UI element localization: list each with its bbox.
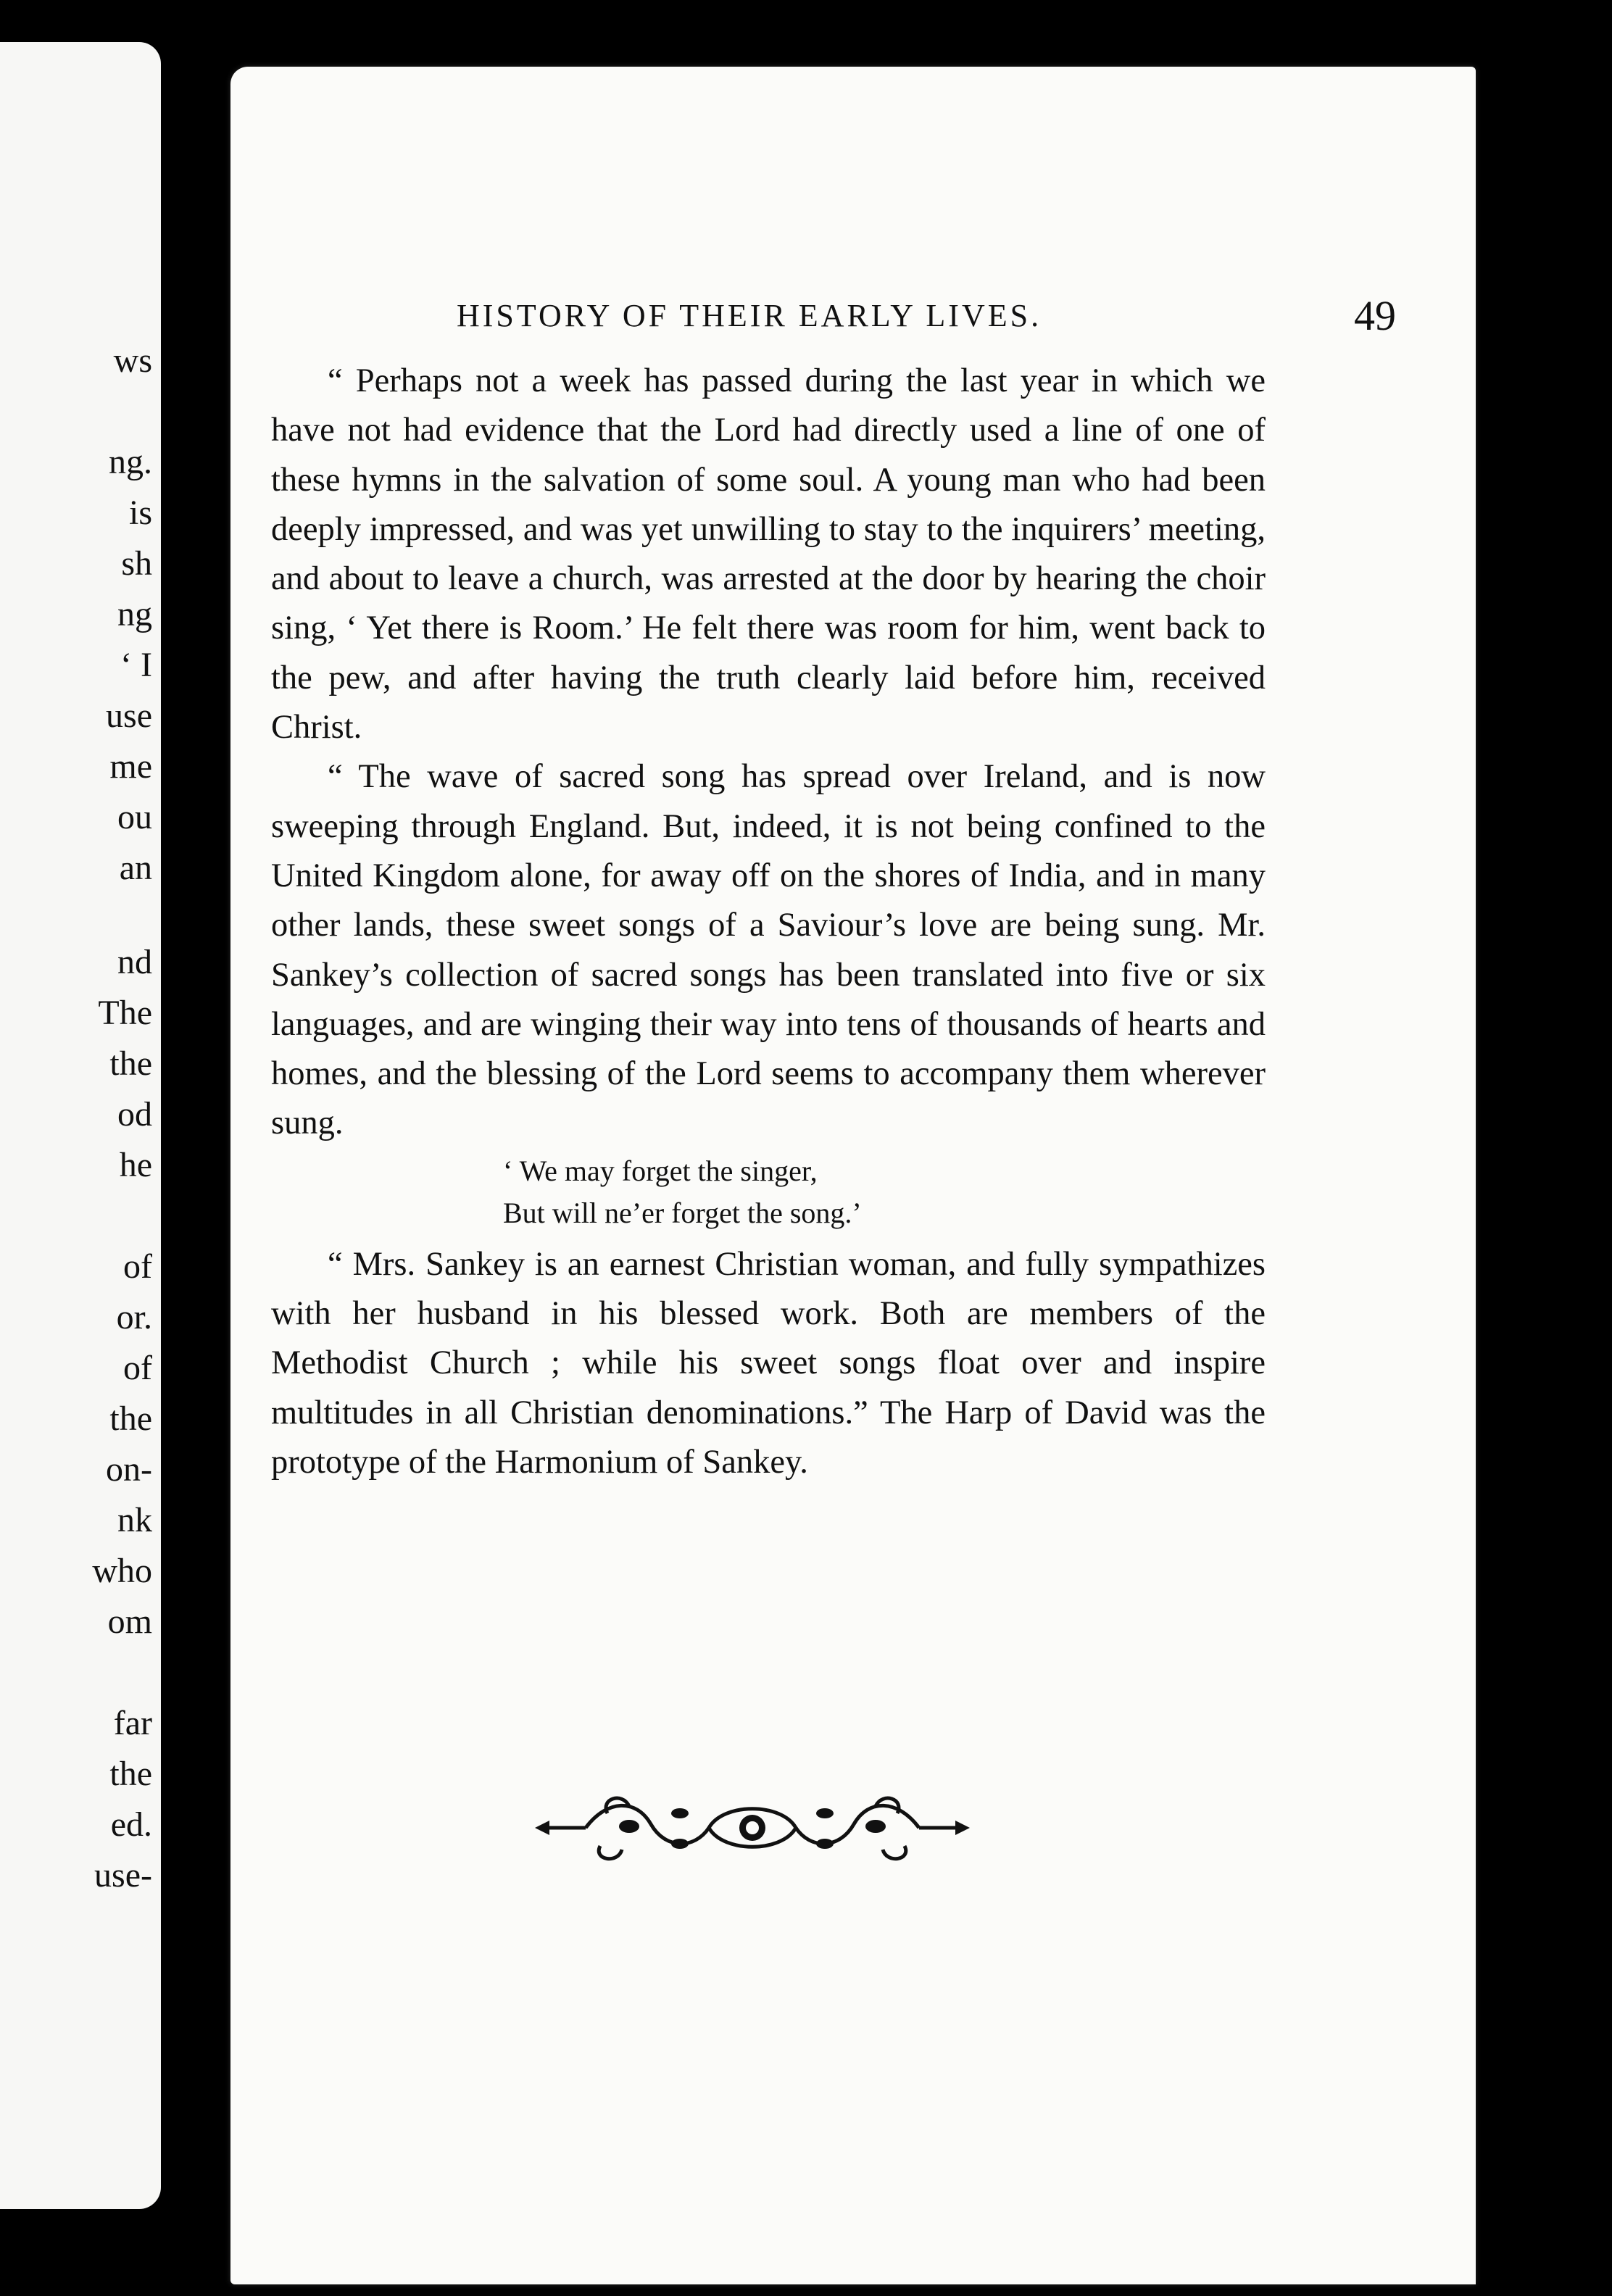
- previous-page-line-fragment: is: [128, 494, 152, 532]
- previous-page-line-fragment: ou: [117, 798, 152, 836]
- page-body: [271, 357, 1266, 1487]
- previous-page-line-fragment: ‘ I: [120, 646, 152, 684]
- floral-tailpiece-ornament-icon: [520, 1784, 984, 1871]
- paragraph: “ Mrs. Sankey is an earnest Christian woman, and fully sympathizes with her husband in his blessed work. Both are members of the Methodist Church ; while his sweet songs float over and inspire multitudes in all Christian denominations.” The Harp of David was the prototype of the Harmonium of Sankey.: [271, 1245, 1266, 1481]
- previous-page-line-fragment: use: [106, 696, 152, 735]
- paragraph: “ The wave of sacred song has spread over Ireland, and is now sweeping through England. But, indeed, it is not being confined to the United Kingdom alone, for away off on the shores of India, and in many other lands, these sweet songs of a Saviour’s love are being sung. Mr. Sankey’s collection of sacred songs has been translated into five or six languages, and are winging their way into tens of thousands of hearts and homes, and the blessing of the Lord seems to accompany them wherever sung.: [271, 758, 1266, 1142]
- previous-page-fragment: [0, 42, 161, 2209]
- previous-page-line-fragment: me: [109, 747, 152, 786]
- previous-page-line-fragment: nk: [117, 1501, 152, 1539]
- previous-page-line-fragment: ws: [113, 341, 152, 380]
- book-page: [230, 67, 1476, 2284]
- previous-page-line-fragment: The: [98, 994, 152, 1032]
- previous-page-line-fragment: or.: [116, 1298, 152, 1336]
- previous-page-line-fragment: far: [113, 1704, 152, 1742]
- previous-page-line-fragment: the: [109, 1755, 152, 1793]
- previous-page-line-fragment: nd: [117, 943, 152, 981]
- previous-page-line-fragment: om: [107, 1602, 152, 1641]
- running-head: HISTORY OF THEIR EARLY LIVES.: [457, 298, 1042, 333]
- book-gutter: [161, 29, 233, 2232]
- previous-page-line-fragment: ed.: [110, 1805, 152, 1844]
- previous-page-line-fragment: ng.: [109, 443, 152, 481]
- verse-line: ‘ We may forget the singer,: [503, 1154, 818, 1187]
- verse-quote: [271, 1150, 1266, 1234]
- previous-page-line-fragment: an: [119, 849, 152, 887]
- previous-page-line-fragment: sh: [121, 544, 152, 583]
- page-number: 49: [1354, 292, 1396, 339]
- previous-page-line-fragment: use-: [94, 1856, 152, 1894]
- previous-page-line-fragment: ng: [117, 595, 152, 633]
- page-header: [230, 284, 1476, 342]
- verse-line: But will ne’er forget the song.’: [503, 1196, 862, 1229]
- paragraph: “ Perhaps not a week has passed during the last year in which we have not had evidence that the Lord had directly used a line of one of these hymns in the salvation of some soul. A young man who had been deeply impressed, and was yet unwilling to stay to the inquirers’ meeting, and about to leave a church, was arrested at the door by hearing the choir sing, ‘ Yet there is Room.’ He felt there was room for him, went back to the pew, and after having the truth clearly laid before him, received Christ.: [271, 362, 1266, 746]
- previous-page-line-fragment: he: [119, 1146, 152, 1184]
- previous-page-line-fragment: od: [117, 1095, 152, 1134]
- previous-page-line-fragment: of: [123, 1247, 152, 1286]
- previous-page-line-fragment: of: [123, 1349, 152, 1387]
- previous-page-line-fragment: on-: [106, 1450, 152, 1489]
- previous-page-line-fragment: the: [109, 1044, 152, 1083]
- previous-page-line-fragment: who: [92, 1552, 152, 1590]
- previous-page-line-fragment: the: [109, 1399, 152, 1438]
